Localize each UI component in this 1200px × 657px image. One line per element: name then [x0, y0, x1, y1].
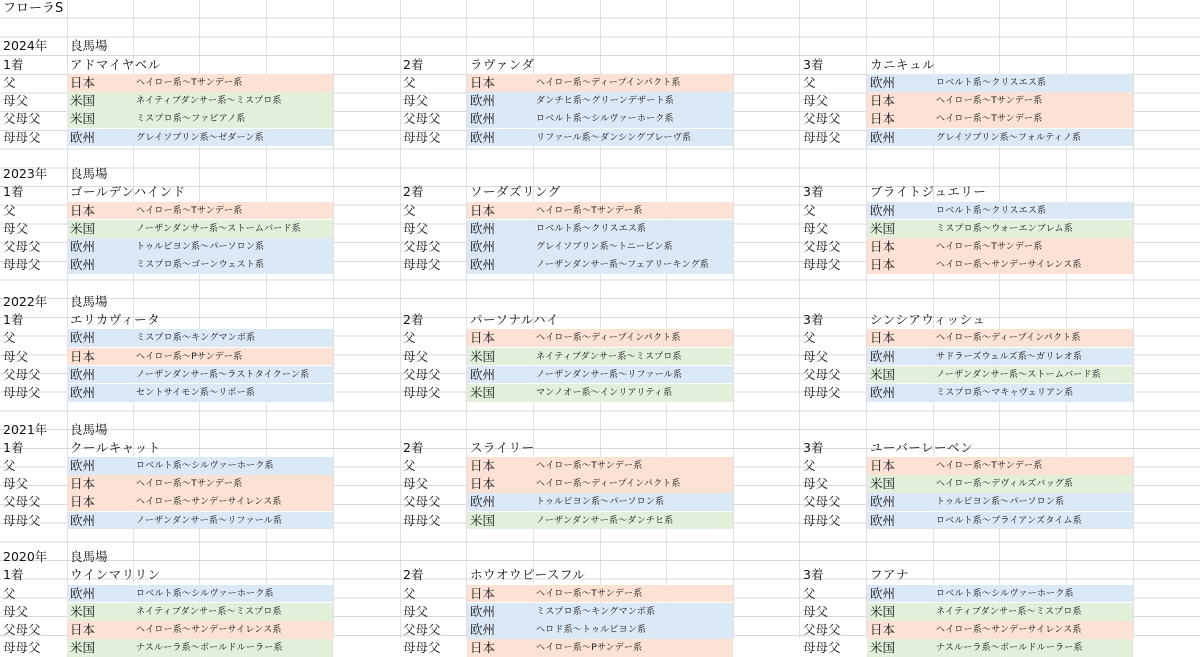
pedigree-label[interactable]: 父 — [403, 458, 416, 473]
lineage-cell: ノーザンダンサー系～リファール系 — [136, 515, 283, 526]
pedigree-row[interactable] — [867, 366, 1133, 384]
pedigree-label[interactable]: 母母父 — [403, 385, 441, 401]
pedigree-row[interactable] — [867, 493, 1133, 511]
pedigree-label[interactable]: 父母父 — [3, 111, 41, 127]
horse-name[interactable]: ゴールデンハインド — [70, 184, 186, 200]
rank-label[interactable]: 1着 — [3, 439, 24, 455]
lineage-cell: ノーザンダンサー系～ダンチヒ系 — [536, 515, 674, 526]
lineage-cell: ヘイロー系～ディープインパクト系 — [936, 333, 1081, 344]
horse-name[interactable]: ウインマリリン — [70, 567, 161, 583]
region-cell: 米国 — [870, 366, 896, 382]
rank-label[interactable]: 2着 — [403, 567, 424, 583]
horse-name[interactable]: カニキュル — [870, 56, 936, 72]
region-cell: 日本 — [470, 640, 496, 656]
pedigree-row[interactable] — [67, 220, 333, 238]
pedigree-row[interactable] — [467, 220, 733, 238]
pedigree-label[interactable]: 母父 — [403, 93, 429, 109]
pedigree-label[interactable]: 父母父 — [3, 622, 41, 638]
lineage-cell: ノーザンダンサー系～ストームバード系 — [136, 223, 301, 234]
lineage-cell: ヘイロー系～サンデーサイレンス系 — [136, 497, 282, 508]
horse-name[interactable]: ブライトジュエリー — [870, 184, 987, 200]
region-cell: 日本 — [470, 458, 496, 473]
pedigree-label[interactable]: 母母父 — [3, 129, 41, 145]
pedigree-row[interactable] — [467, 475, 733, 493]
lineage-cell: ヘイロー系～ディープインパクト系 — [536, 479, 681, 490]
pedigree-row[interactable] — [867, 603, 1133, 621]
lineage-cell: ミスプロ系～ゴーンウェスト系 — [136, 260, 265, 271]
region-cell: 日本 — [470, 476, 496, 492]
track-condition[interactable]: 良馬場 — [70, 293, 108, 309]
pedigree-label[interactable]: 父 — [403, 585, 416, 601]
lineage-cell: ノーザンダンサー系～ラストタイクーン系 — [136, 369, 310, 380]
pedigree-row[interactable] — [67, 329, 333, 347]
region-cell: 日本 — [70, 494, 96, 510]
region-cell: 米国 — [470, 385, 496, 401]
pedigree-row[interactable] — [867, 348, 1133, 366]
lineage-cell: ヘイロー系～Tサンデー系 — [536, 205, 643, 216]
region-cell: 米国 — [470, 512, 496, 528]
rank-label[interactable]: 3着 — [803, 439, 824, 455]
pedigree-row[interactable] — [867, 220, 1133, 238]
pedigree-label[interactable]: 母父 — [403, 476, 429, 492]
pedigree-label[interactable]: 母父 — [3, 603, 29, 619]
horse-name[interactable]: ソーダズリング — [470, 184, 561, 200]
pedigree-label[interactable]: 父母父 — [403, 239, 441, 255]
pedigree-label[interactable]: 母父 — [803, 220, 829, 236]
lineage-cell: ネイティブダンサー系～ミスプロ系 — [536, 351, 682, 362]
pedigree-label[interactable]: 父 — [3, 74, 16, 90]
pedigree-label[interactable]: 父 — [3, 585, 16, 601]
pedigree-row[interactable] — [67, 348, 333, 366]
region-cell: 米国 — [70, 640, 96, 656]
pedigree-label[interactable]: 母父 — [803, 603, 829, 619]
lineage-cell: ミスプロ系～マキャヴェリアン系 — [936, 388, 1074, 399]
pedigree-row[interactable] — [67, 366, 333, 384]
lineage-cell: セントサイモン系～リボー系 — [136, 388, 255, 399]
region-cell: 日本 — [70, 348, 96, 364]
region-cell: 日本 — [470, 330, 496, 346]
lineage-cell: グレイソブリン系～トニービン系 — [536, 242, 673, 253]
rank-label[interactable]: 3着 — [803, 312, 824, 328]
region-cell: 日本 — [870, 111, 896, 127]
lineage-cell: マンノオー系～インリアリティ系 — [536, 388, 673, 399]
pedigree-label[interactable]: 父母父 — [403, 111, 441, 127]
lineage-cell: ノーザンダンサー系～ストームバード系 — [936, 369, 1101, 380]
region-cell: 欧州 — [70, 458, 96, 473]
region-cell: 日本 — [870, 458, 896, 473]
region-cell: 欧州 — [70, 585, 96, 601]
pedigree-label[interactable]: 父 — [803, 585, 816, 601]
pedigree-row[interactable] — [67, 110, 333, 128]
pedigree-label[interactable]: 父 — [403, 74, 416, 90]
lineage-cell: ネイティブダンサー系～ミスプロ系 — [936, 606, 1082, 617]
lineage-cell: ロベルト系～シルヴァーホーク系 — [136, 461, 274, 471]
region-cell: 欧州 — [70, 239, 96, 255]
region-cell: 日本 — [70, 476, 96, 492]
pedigree-row[interactable] — [467, 92, 733, 110]
pedigree-row[interactable] — [467, 603, 733, 621]
pedigree-label[interactable]: 父 — [403, 202, 416, 218]
pedigree-label[interactable]: 母父 — [403, 220, 429, 236]
pedigree-row[interactable] — [67, 384, 333, 402]
sheet-title[interactable]: フローラS — [3, 1, 64, 16]
pedigree-label[interactable]: 父 — [403, 330, 416, 346]
year-label[interactable]: 2023年 — [3, 166, 48, 182]
lineage-cell: ヘイロー系～Tサンデー系 — [536, 461, 643, 471]
pedigree-row[interactable] — [67, 475, 333, 493]
year-label[interactable]: 2021年 — [3, 421, 48, 437]
region-cell: 欧州 — [870, 494, 896, 510]
pedigree-label[interactable]: 母父 — [803, 476, 829, 492]
pedigree-label[interactable]: 母母父 — [403, 257, 441, 273]
region-cell: 欧州 — [70, 257, 96, 273]
lineage-cell: ダンチヒ系～グリーンデザート系 — [536, 96, 674, 107]
region-cell: 日本 — [70, 74, 96, 90]
region-cell: 米国 — [870, 476, 896, 492]
region-cell: 日本 — [870, 239, 896, 255]
region-cell: 米国 — [70, 603, 96, 619]
region-cell: 日本 — [70, 622, 96, 638]
region-cell: 欧州 — [470, 111, 496, 127]
pedigree-label[interactable]: 父 — [803, 74, 816, 90]
lineage-cell: ネイティブダンサー系～ミスプロ系 — [136, 606, 282, 617]
pedigree-row[interactable] — [867, 92, 1133, 110]
lineage-cell: ヘイロー系～Tサンデー系 — [136, 205, 243, 216]
pedigree-label[interactable]: 父 — [803, 202, 816, 218]
pedigree-row[interactable] — [467, 202, 733, 220]
rank-label[interactable]: 3着 — [803, 184, 824, 200]
pedigree-label[interactable]: 父 — [3, 458, 16, 473]
pedigree-label[interactable]: 母母父 — [803, 640, 841, 656]
pedigree-label[interactable]: 母母父 — [3, 257, 41, 273]
pedigree-label[interactable]: 母母父 — [403, 640, 441, 656]
lineage-cell: ネイティブダンサー系～ミスプロ系 — [136, 96, 282, 107]
pedigree-row[interactable] — [467, 366, 733, 384]
pedigree-row[interactable] — [867, 110, 1133, 128]
track-condition[interactable]: 良馬場 — [70, 166, 108, 182]
lineage-cell: ヘイロー系～Pサンデー系 — [536, 643, 643, 654]
pedigree-row[interactable] — [867, 329, 1133, 347]
lineage-cell: ヘイロー系～サンデーサイレンス系 — [136, 625, 282, 636]
pedigree-row[interactable] — [67, 92, 333, 110]
lineage-cell: ヘイロー系～ディープインパクト系 — [536, 333, 681, 344]
region-cell: 欧州 — [870, 585, 896, 601]
pedigree-row[interactable] — [467, 74, 733, 92]
lineage-cell: ヘイロー系～Pサンデー系 — [136, 351, 243, 362]
pedigree-label[interactable]: 母母父 — [403, 512, 441, 528]
pedigree-row[interactable] — [867, 256, 1133, 274]
track-condition[interactable]: 良馬場 — [70, 549, 108, 565]
lineage-cell: ロベルト系～クリスエス系 — [936, 77, 1047, 88]
pedigree-label[interactable]: 父母父 — [3, 494, 41, 510]
rank-label[interactable]: 1着 — [3, 56, 24, 72]
pedigree-label[interactable]: 母父 — [3, 476, 29, 492]
lineage-cell: ロベルト系～ブライアンズタイム系 — [936, 515, 1082, 526]
lineage-cell: ロベルト系～クリスエス系 — [936, 205, 1047, 216]
horse-name[interactable]: エリカヴィータ — [70, 312, 161, 328]
region-cell: 米国 — [870, 220, 896, 236]
pedigree-label[interactable]: 母母父 — [3, 385, 41, 401]
lineage-cell: ミスプロ系～ウォーエンブレム系 — [936, 223, 1073, 234]
pedigree-row[interactable] — [67, 202, 333, 220]
region-cell: 欧州 — [470, 93, 496, 109]
region-cell: 日本 — [470, 585, 496, 601]
rank-label[interactable]: 2着 — [403, 56, 424, 72]
pedigree-row[interactable] — [67, 457, 333, 475]
region-cell: 日本 — [870, 330, 896, 346]
rank-label[interactable]: 1着 — [3, 312, 24, 328]
pedigree-row[interactable] — [867, 384, 1133, 402]
region-cell: 欧州 — [470, 129, 496, 145]
pedigree-label[interactable]: 父 — [3, 202, 16, 218]
pedigree-label[interactable]: 母母父 — [803, 129, 841, 145]
region-cell: 欧州 — [470, 239, 496, 255]
pedigree-row[interactable] — [67, 603, 333, 621]
region-cell: 米国 — [470, 348, 496, 364]
region-cell: 米国 — [70, 93, 96, 109]
pedigree-row[interactable] — [67, 639, 333, 657]
pedigree-label[interactable]: 父母父 — [403, 366, 441, 382]
pedigree-row[interactable] — [467, 129, 733, 147]
pedigree-row[interactable] — [467, 639, 733, 657]
pedigree-row[interactable] — [67, 256, 333, 274]
pedigree-row[interactable] — [467, 384, 733, 402]
pedigree-row[interactable] — [867, 639, 1133, 657]
lineage-cell: トゥルビヨン系～パーソロン系 — [136, 242, 265, 253]
lineage-cell: ナスルーラ系～ボールドルーラー系 — [936, 643, 1083, 654]
pedigree-row[interactable] — [867, 74, 1133, 92]
region-cell: 米国 — [870, 603, 896, 619]
lineage-cell: グレイソブリン系～フォルティノ系 — [936, 132, 1082, 143]
pedigree-label[interactable]: 母父 — [3, 348, 29, 364]
lineage-cell: ヘイロー系～Tサンデー系 — [136, 479, 243, 490]
pedigree-label[interactable]: 父母父 — [803, 111, 841, 127]
pedigree-label[interactable]: 母父 — [3, 220, 29, 236]
region-cell: 日本 — [470, 202, 496, 218]
track-condition[interactable]: 良馬場 — [70, 38, 108, 54]
horse-name[interactable]: ラヴァンダ — [470, 56, 535, 72]
pedigree-row[interactable] — [467, 256, 733, 274]
lineage-cell: ヘイロー系～デヴィルズバッグ系 — [936, 479, 1074, 490]
rank-label[interactable]: 1着 — [3, 567, 24, 583]
pedigree-row[interactable] — [67, 512, 333, 530]
horse-name[interactable]: アドマイヤベル — [70, 56, 161, 72]
lineage-cell: ヘイロー系～Tサンデー系 — [136, 77, 243, 88]
lineage-cell: ナスルーラ系～ボールドルーラー系 — [136, 643, 283, 654]
region-cell: 欧州 — [870, 512, 896, 528]
pedigree-row[interactable] — [67, 621, 333, 639]
track-condition[interactable]: 良馬場 — [70, 421, 108, 437]
region-cell: 米国 — [70, 220, 96, 236]
lineage-cell: ロベルト系～クリスエス系 — [536, 223, 647, 234]
rank-label[interactable]: 3着 — [803, 56, 824, 72]
pedigree-row[interactable] — [67, 493, 333, 511]
lineage-cell: ヘイロー系～サンデーサイレンス系 — [936, 625, 1082, 636]
pedigree-label[interactable]: 父 — [803, 458, 816, 473]
pedigree-label[interactable]: 母母父 — [3, 640, 41, 656]
pedigree-label[interactable]: 母父 — [403, 603, 429, 619]
lineage-cell: ロベルト系～シルヴァーホーク系 — [136, 588, 274, 599]
rank-label[interactable]: 1着 — [3, 184, 24, 200]
pedigree-label[interactable]: 父母父 — [403, 622, 441, 638]
horse-name[interactable]: ユーバーレーベン — [870, 439, 974, 455]
pedigree-label[interactable]: 父 — [803, 330, 816, 346]
horse-name[interactable]: パーソナルハイ — [470, 312, 560, 328]
region-cell: 欧州 — [470, 220, 496, 236]
lineage-cell: ヘイロー系～Tサンデー系 — [536, 588, 643, 599]
region-cell: 欧州 — [70, 366, 96, 382]
region-cell: 米国 — [70, 111, 96, 127]
horse-name[interactable]: ホウオウピースフル — [470, 567, 586, 583]
pedigree-row[interactable] — [67, 238, 333, 256]
pedigree-label[interactable]: 母父 — [3, 93, 29, 109]
region-cell: 欧州 — [870, 129, 896, 145]
pedigree-row[interactable] — [467, 512, 733, 530]
region-cell: 欧州 — [470, 622, 496, 638]
horse-name[interactable]: シンシアウィッシュ — [870, 312, 986, 328]
pedigree-label[interactable]: 父母父 — [3, 239, 41, 255]
pedigree-row[interactable] — [467, 621, 733, 639]
pedigree-label[interactable]: 母母父 — [403, 129, 441, 145]
pedigree-label[interactable]: 父母父 — [803, 239, 841, 255]
pedigree-label[interactable]: 父母父 — [803, 366, 841, 382]
lineage-cell: トゥルビヨン系～パーソロン系 — [936, 497, 1065, 508]
lineage-cell: ロベルト系～シルヴァーホーク系 — [536, 114, 674, 125]
pedigree-row[interactable] — [467, 329, 733, 347]
region-cell: 日本 — [870, 622, 896, 638]
year-label[interactable]: 2022年 — [3, 293, 48, 309]
pedigree-row[interactable] — [467, 110, 733, 128]
pedigree-row[interactable] — [867, 621, 1133, 639]
horse-name[interactable]: フアナ — [870, 567, 910, 583]
rank-label[interactable]: 3着 — [803, 567, 824, 583]
year-label[interactable]: 2020年 — [3, 549, 48, 565]
pedigree-row[interactable] — [67, 129, 333, 147]
pedigree-row[interactable] — [867, 457, 1133, 475]
region-cell: 欧州 — [70, 385, 96, 401]
pedigree-row[interactable] — [467, 457, 733, 475]
region-cell: 日本 — [870, 257, 896, 273]
pedigree-row[interactable] — [867, 129, 1133, 147]
pedigree-row[interactable] — [867, 202, 1133, 220]
pedigree-row[interactable] — [867, 512, 1133, 530]
pedigree-row[interactable] — [467, 348, 733, 366]
region-cell: 欧州 — [870, 202, 896, 218]
region-cell: 欧州 — [870, 74, 896, 90]
pedigree-label[interactable]: 母父 — [803, 348, 829, 364]
rank-label[interactable]: 2着 — [403, 439, 424, 455]
lineage-cell: ヘロド系～トゥルビヨン系 — [536, 625, 647, 636]
pedigree-row[interactable] — [67, 585, 333, 603]
pedigree-row[interactable] — [467, 238, 733, 256]
pedigree-label[interactable]: 母父 — [403, 348, 429, 364]
lineage-cell: グレイソブリン系～ゼダーン系 — [136, 132, 264, 143]
pedigree-label[interactable]: 母母父 — [3, 512, 41, 528]
lineage-cell: ヘイロー系～ディープインパクト系 — [536, 77, 681, 88]
year-label[interactable]: 2024年 — [3, 38, 48, 54]
region-cell: 欧州 — [70, 330, 96, 346]
pedigree-row[interactable] — [867, 585, 1133, 603]
pedigree-row[interactable] — [467, 493, 733, 511]
lineage-cell: ノーザンダンサー系～リファール系 — [536, 369, 683, 380]
lineage-cell: ミスプロ系～キングマンボ系 — [136, 333, 256, 344]
horse-name[interactable]: クールキャット — [70, 439, 161, 455]
region-cell: 欧州 — [70, 512, 96, 528]
region-cell: 欧州 — [470, 257, 496, 273]
pedigree-row[interactable] — [467, 585, 733, 603]
region-cell: 日本 — [870, 93, 896, 109]
region-cell: 日本 — [470, 74, 496, 90]
pedigree-label[interactable]: 母父 — [803, 93, 829, 109]
pedigree-label[interactable]: 父母父 — [803, 622, 841, 638]
lineage-cell: ヘイロー系～Tサンデー系 — [936, 461, 1043, 471]
region-cell: 欧州 — [870, 348, 896, 364]
region-cell: 欧州 — [70, 129, 96, 145]
pedigree-label[interactable]: 母母父 — [803, 385, 841, 401]
region-cell: 欧州 — [470, 494, 496, 510]
lineage-cell: リファール系～ダンシングブレーヴ系 — [536, 132, 692, 143]
region-cell: 欧州 — [470, 603, 496, 619]
pedigree-row[interactable] — [867, 238, 1133, 256]
pedigree-label[interactable]: 父 — [3, 330, 16, 346]
region-cell: 欧州 — [470, 366, 496, 382]
lineage-cell: ノーザンダンサー系～フェアリーキング系 — [536, 260, 710, 271]
lineage-cell: ヘイロー系～サンデーサイレンス系 — [936, 260, 1082, 271]
region-cell: 日本 — [70, 202, 96, 218]
pedigree-label[interactable]: 母母父 — [803, 257, 841, 273]
lineage-cell: サドラーズウェルズ系～ガリレオ系 — [936, 351, 1083, 362]
lineage-cell: ロベルト系～シルヴァーホーク系 — [936, 588, 1074, 599]
pedigree-row[interactable] — [867, 475, 1133, 493]
lineage-cell: ミスプロ系～キングマンボ系 — [536, 606, 656, 617]
region-cell: 欧州 — [870, 385, 896, 401]
lineage-cell: ミスプロ系～ファピアノ系 — [136, 114, 246, 125]
pedigree-label[interactable]: 父母父 — [3, 366, 41, 382]
rank-label[interactable]: 2着 — [403, 184, 424, 200]
lineage-cell: ヘイロー系～Tサンデー系 — [936, 114, 1043, 125]
pedigree-label[interactable]: 母母父 — [803, 512, 841, 528]
region-cell: 米国 — [870, 640, 896, 656]
pedigree-label[interactable]: 父母父 — [403, 494, 441, 510]
lineage-cell: ヘイロー系～Tサンデー系 — [936, 96, 1043, 107]
lineage-cell: トゥルビヨン系～パーソロン系 — [536, 497, 665, 508]
lineage-cell: ヘイロー系～Tサンデー系 — [936, 242, 1043, 253]
pedigree-row[interactable] — [67, 74, 333, 92]
rank-label[interactable]: 2着 — [403, 312, 424, 328]
horse-name[interactable]: スライリー — [470, 439, 535, 455]
pedigree-label[interactable]: 父母父 — [803, 494, 841, 510]
